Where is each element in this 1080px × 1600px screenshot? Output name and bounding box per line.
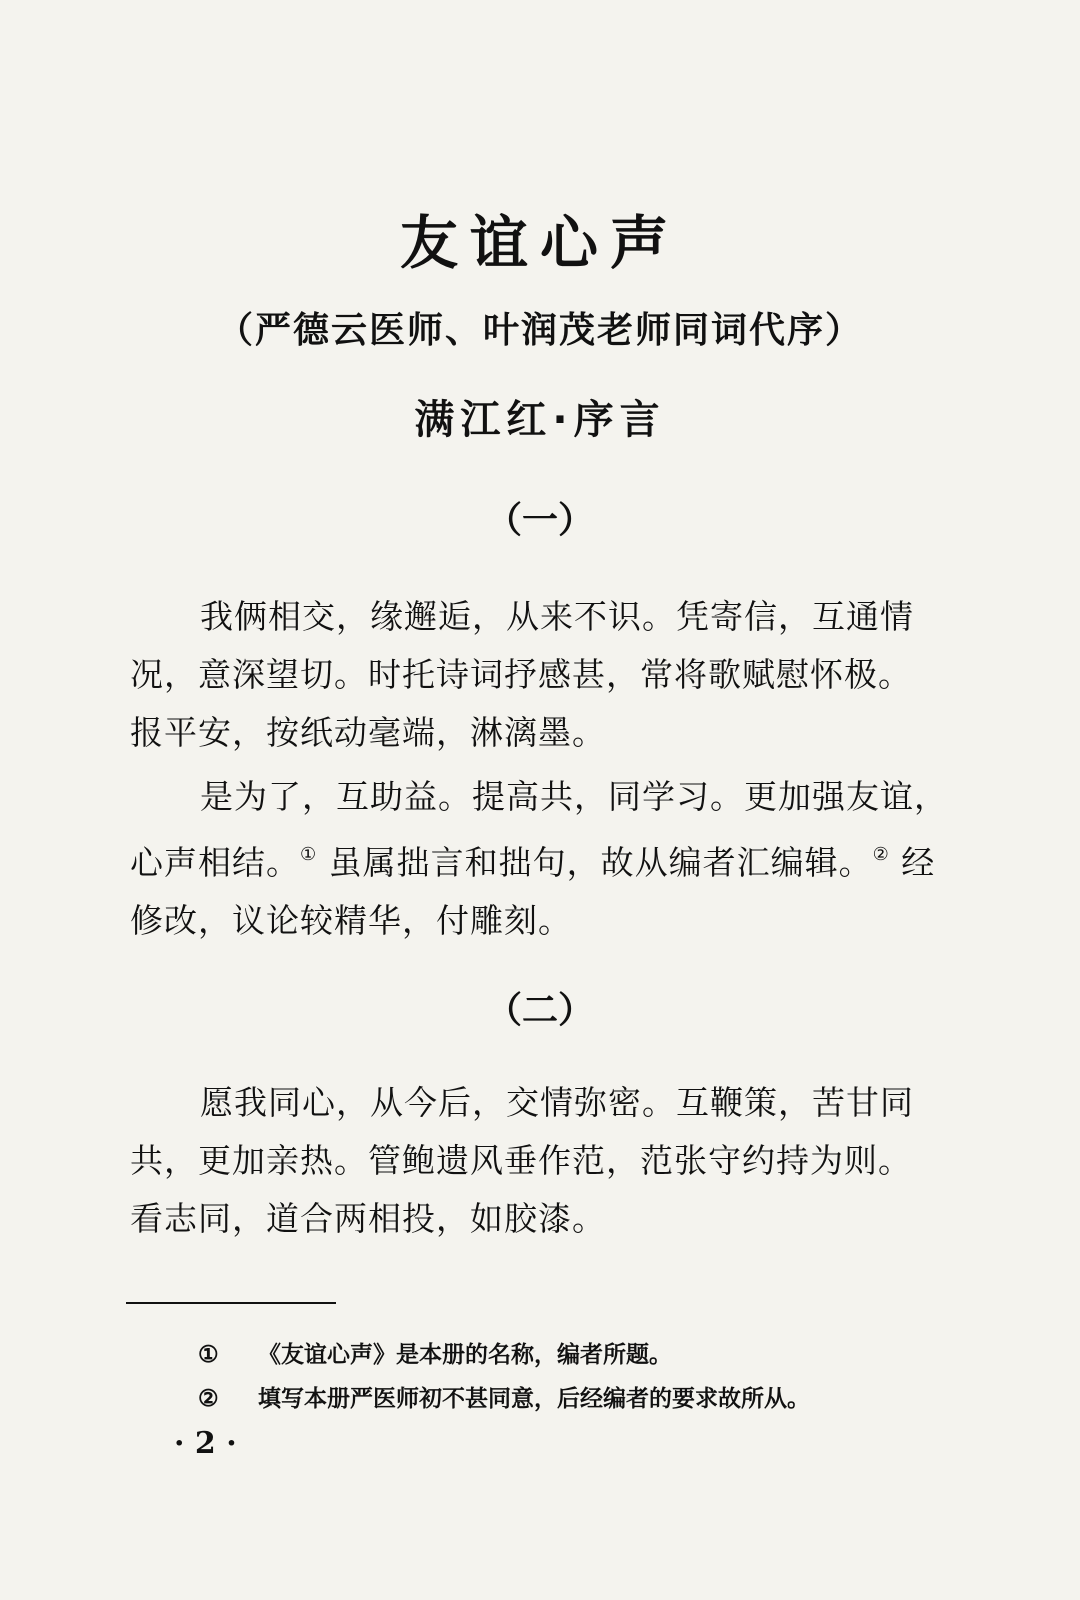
stanza-2-1 (130, 1074, 960, 1248)
verse-text: 虽属拙言和拙句，故从编者汇编辑。 (317, 843, 873, 882)
footnote-1 (198, 1336, 672, 1369)
page-title: 友谊心声 (399, 209, 680, 277)
footnote-text: 填写本册严医师初不甚同意，后经编者的要求故所从。 (258, 1385, 810, 1412)
footnote-mark: ① (198, 1341, 219, 1368)
footnote-2 (198, 1380, 810, 1413)
section-number-1: （一） (485, 500, 594, 541)
verse-line: 共，更加亲热。管鲍遗风垂作范，范张守约持为则。 (130, 1141, 912, 1180)
verse-line (130, 826, 960, 892)
verse-line: 修改，议论较精华，付雕刻。 (130, 901, 572, 940)
verse-text: 心声相结。 (130, 843, 300, 882)
verse-line: 看志同，道合两相投，如胶漆。 (130, 1199, 606, 1238)
verse-text: 经 (889, 843, 936, 882)
footnote-ref-2: ② (872, 844, 890, 865)
stanza-1-2 (130, 768, 960, 950)
verse-line: 愿我同心，从今后，交情弥密。互鞭策，苦甘同 (200, 1083, 914, 1122)
stanza-1-1 (130, 588, 960, 762)
verse-line: 报平安，按纸动毫端，淋漓墨。 (130, 713, 606, 752)
footnote-divider (126, 1302, 336, 1304)
verse-line: 是为了，互助益。提高共，同学习。更加强友谊， (200, 777, 948, 816)
footnote-text: 《友谊心声》是本册的名称，编者所题。 (258, 1341, 672, 1368)
section-number-2: （二） (485, 990, 594, 1031)
footnote-mark: ② (198, 1385, 219, 1412)
page-number: · 2 · (174, 1426, 237, 1461)
poem-tune-title: 满江红·序言 (414, 397, 666, 443)
verse-line: 况，意深望切。时托诗词抒感甚，常将歌赋慰怀极。 (130, 655, 912, 694)
footnote-ref-1: ① (300, 844, 318, 865)
page-subtitle: （严德云医师、叶润茂老师同词代序） (216, 309, 863, 351)
verse-line: 我俩相交，缘邂逅，从来不识。凭寄信，互通情 (200, 597, 914, 636)
